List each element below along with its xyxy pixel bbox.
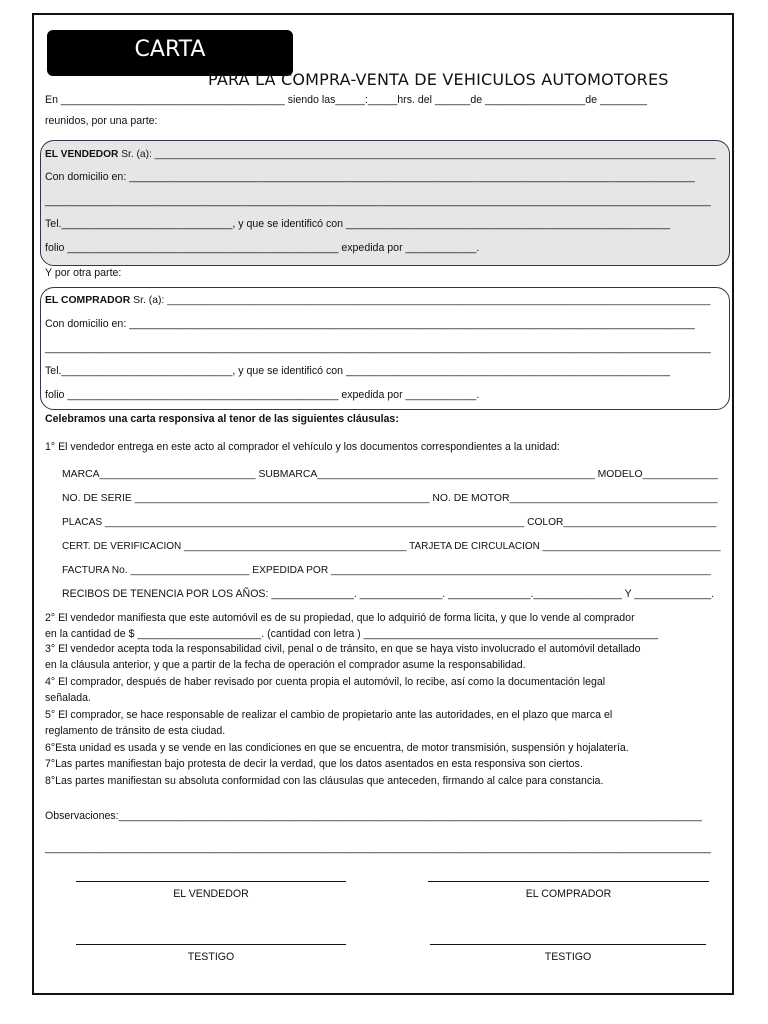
clause-1: 1° El vendedor entrega en este acto al comprador el vehículo y los documentos correspondientes a la unidad: [45,441,560,453]
clause-6: 6°Esta unidad es usada y se vende en las condiciones en que se encuentra, de motor transmisión, suspensión y hojalatería. [45,742,629,754]
buyer-name-line[interactable] [45,294,710,307]
clause-4-line-1: 4° El comprador, después de haber revisado por cuenta propia el automóvil, lo recibe, así como la documentación legal [45,676,606,688]
observations-field[interactable]: Observaciones:___________________________________________________________________________________________________ [45,810,702,822]
clause-2-line-2[interactable]: en la cantidad de $ _____________________. (cantidad con letra ) __________________________________________________ [45,628,659,640]
vehicle-invoice-field[interactable]: FACTURA No. _____________________ EXPEDIDA POR ___________________________________________________________________ [62,565,711,576]
buyer-address-blank-field[interactable]: _________________________________________________________________________________________________________________ [45,342,711,354]
vehicle-tenure-receipts-field[interactable]: RECIBOS DE TENENCIA POR LOS AÑOS: ______________. ______________. ______________._______________ Y _____________. [62,588,715,600]
seller-folio-field[interactable]: folio ______________________________________________ expedida por ____________. [45,242,480,254]
vehicle-serial-motor-field[interactable]: NO. DE SERIE ___________________________________________________ NO. DE MOTOR____________________________________ [62,493,718,504]
observations-blank-field[interactable]: _________________________________________________________________________________________________________________ [45,842,711,854]
clause-3-line-1: 3° El vendedor acepta toda la responsabilidad civil, penal o de tránsito, en que se haya visto involucrado el automóvil detallado [45,643,641,655]
clause-2-line-1: 2° El vendedor manifiesta que este automóvil es de su propiedad, que lo adquirió de forma licita, y que lo vende al comprador [45,612,635,624]
seller-address-field[interactable]: Con domicilio en: ________________________________________________________________________________________________ [45,171,695,183]
seller-signature-block[interactable] [76,881,346,900]
clause-7: 7°Las partes manifiestan bajo protesta de decir la verdad, que los datos asentados en esta responsiva son ciertos. [45,758,583,770]
vehicle-brand-model-field[interactable]: MARCA___________________________ SUBMARCA________________________________________________ MODELO_____________ [62,469,718,480]
witness-1-signature-label: TESTIGO [187,951,235,963]
clause-4-line-2: señalada. [45,692,91,704]
buyer-signature-label: EL COMPRADOR [525,888,612,900]
clause-5-line-1: 5° El comprador, se hace responsable de realizar el cambio de propietario ante las autoridades, en el plazo que marca el [45,709,613,721]
witness-1-signature-block[interactable] [76,944,346,963]
clause-5-line-2: reglamento de tránsito de esta ciudad. [45,725,226,737]
witness-2-signature-block[interactable] [430,944,706,963]
buyer-folio-field[interactable]: folio ______________________________________________ expedida por ____________. [45,389,480,401]
buyer-label: EL COMPRADOR [45,295,131,306]
vehicle-verification-card-field[interactable]: CERT. DE VERIFICACION ________________________________________ TARJETA DE CIRCULACION ________________________________ [62,541,721,552]
seller-label: EL VENDEDOR [45,149,119,160]
seller-tel-id-field[interactable]: Tel._____________________________, y que se identificó con _______________________________________________________ [45,218,671,230]
seller-address-blank-field[interactable]: _________________________________________________________________________________________________________________ [45,195,711,207]
vehicle-plates-color-field[interactable]: PLACAS __________________________________________________________________________ COLOR___________________________ [62,517,717,528]
buyer-address-field[interactable]: Con domicilio en: ________________________________________________________________________________________________ [45,318,695,330]
seller-signature-label: EL VENDEDOR [173,888,249,900]
clause-8: 8°Las partes manifiestan su absoluta conformidad con las cláusulas que anteceden, firmando al calce para constancia. [45,775,604,787]
seller-name-line[interactable] [45,148,716,161]
clauses-heading: Celebramos una carta responsiva al tenor de las siguientes cláusulas: [45,413,399,425]
intro-place-date-line[interactable]: En ______________________________________ siendo las_____:_____hrs. del ______de _________________de ________ [45,94,648,106]
carta-badge: CARTA [47,30,293,76]
seller-name-field[interactable]: Sr. (a): ___________________________________________________________________________________________________ [118,149,716,160]
other-party-text: Y por otra parte: [45,267,122,279]
buyer-signature-block[interactable] [428,881,709,900]
intro-first-party-text: reunidos, por una parte: [45,115,158,127]
document-title: PARA LA COMPRA-VENTA DE VEHICULOS AUTOMOTORES [208,70,669,89]
buyer-tel-id-field[interactable]: Tel._____________________________, y que se identificó con _______________________________________________________ [45,365,671,377]
buyer-name-field[interactable]: Sr. (a): ______________________________________________________________________________________________ [130,295,711,306]
clause-3-line-2: en la cláusula anterior, y que a partir de la fecha de operación el comprador asume la responsabilidad. [45,659,526,671]
witness-2-signature-label: TESTIGO [544,951,592,963]
